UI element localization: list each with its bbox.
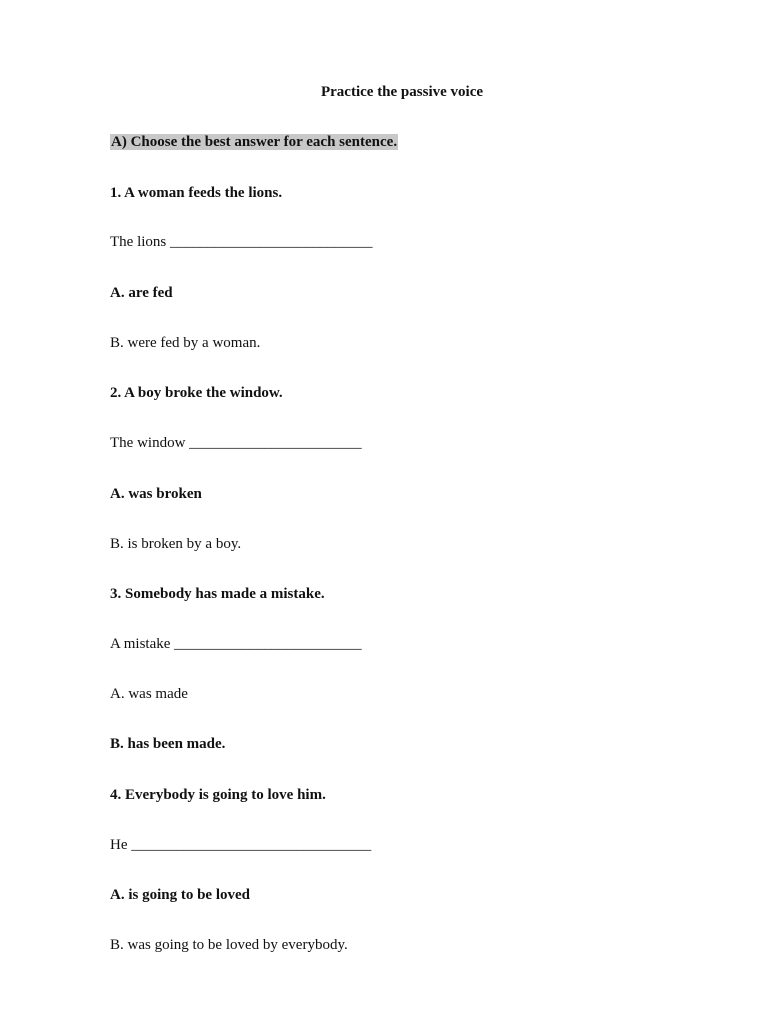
question-1-sentence: 1. A woman feeds the lions. xyxy=(110,185,283,201)
question-1-option-b: B. were fed by a woman. xyxy=(110,335,261,351)
section-heading-text: A) Choose the best answer for each sentence. xyxy=(111,134,398,150)
question-2-sentence: 2. A boy broke the window. xyxy=(110,385,283,401)
question-3-stem: A mistake _________________________ xyxy=(110,636,362,652)
question-4-option-b: B. was going to be loved by everybody. xyxy=(110,937,348,953)
page-title: Practice the passive voice xyxy=(320,84,484,100)
question-4-option-a: A. is going to be loved xyxy=(110,887,251,903)
question-2-option-b: B. is broken by a boy. xyxy=(110,536,242,552)
question-3-option-b: B. has been made. xyxy=(110,736,226,752)
question-2-stem: The window _______________________ xyxy=(110,435,362,451)
question-4-stem: He ________________________________ xyxy=(110,837,372,853)
question-2-option-a: A. was broken xyxy=(110,486,202,502)
question-3-option-a: A. was made xyxy=(110,686,188,702)
question-1-option-a: A. are fed xyxy=(110,285,173,301)
question-4-sentence: 4. Everybody is going to love him. xyxy=(110,787,326,803)
question-1-stem: The lions ___________________________ xyxy=(110,234,373,250)
section-heading xyxy=(110,132,398,152)
question-3-sentence: 3. Somebody has made a mistake. xyxy=(110,586,325,602)
